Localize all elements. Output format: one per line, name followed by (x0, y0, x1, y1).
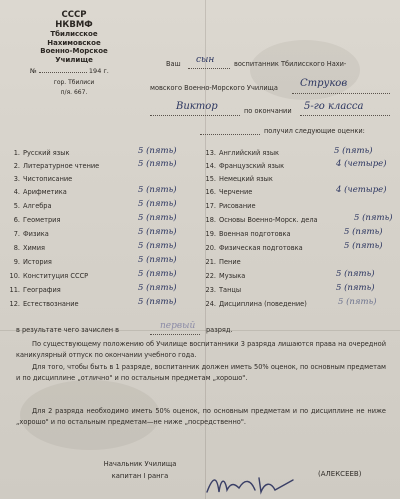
row-number: 11. (9, 286, 20, 294)
handwritten-grade: 5 (пять) (138, 185, 177, 195)
fill-line (292, 93, 390, 94)
handwritten-grade: 5 (пять) (138, 199, 177, 209)
fill-line (300, 115, 390, 116)
grade-row (204, 241, 396, 257)
signer-title: Начальник Училища (103, 460, 177, 468)
subject-name: Пение (219, 258, 241, 266)
row-number: 1. (13, 149, 20, 157)
subject-name: Танцы (219, 286, 242, 294)
subject-name: Немецкий язык (219, 175, 273, 183)
intro-word: Ваш (166, 60, 181, 68)
subject-name: История (23, 258, 52, 266)
handwritten-grade: 5 (пять) (336, 269, 375, 279)
row-number: 20. (205, 244, 216, 252)
row-number: 17. (205, 202, 216, 210)
number-label: № (30, 67, 37, 75)
subject-name: Физическая подготовка (219, 244, 303, 252)
handwritten-grade: 5 (пять) (334, 146, 373, 156)
letterhead-line: Военно-Морское (40, 47, 108, 55)
row-number: 18. (205, 216, 216, 224)
row-number: 13. (205, 149, 216, 157)
row-number: 15. (205, 175, 216, 183)
row-number: 5. (13, 202, 20, 210)
subject-name: Арифметика (23, 188, 67, 196)
result-text: в результате чего зачислен в (16, 326, 120, 334)
subject-name: Английский язык (219, 149, 280, 157)
intro-text: получил следующие оценки: (264, 127, 365, 135)
grade-row (204, 297, 396, 313)
handwritten-signature (205, 472, 295, 498)
handwritten-grade: 5 (пять) (138, 146, 177, 156)
intro-text: по окончании (244, 107, 292, 115)
handwritten-grade: 5 (пять) (344, 241, 383, 251)
row-number: 14. (205, 162, 216, 170)
intro-text: воспитанник Тбилисского Нахи- (234, 60, 347, 68)
row-number: 10. (9, 272, 20, 280)
handwritten-rank: первый (160, 321, 196, 331)
subject-name: Естествознание (23, 300, 79, 308)
handwritten-grade: 5 (пять) (138, 213, 177, 223)
subject-name: Химия (23, 244, 46, 252)
subject-name: Основы Военно-Морск. дела (219, 216, 318, 224)
row-number: 12. (9, 300, 20, 308)
letterhead-line: Нахимовское (47, 38, 101, 47)
row-number: 16. (205, 188, 216, 196)
fill-line (188, 68, 230, 69)
handwritten-grade: 4 (четыре) (336, 185, 387, 195)
signature-block (90, 458, 190, 482)
row-number: 21. (205, 258, 216, 266)
subject-name: География (23, 286, 61, 294)
handwritten-surname: Струков (300, 78, 348, 89)
handwritten-grade: 5 (пять) (138, 255, 177, 265)
row-number: 22. (205, 272, 216, 280)
handwritten-grade: 5 (пять) (138, 159, 177, 169)
subject-name: Алгебра (23, 202, 52, 210)
fill-line (150, 115, 240, 116)
result-text: разряд. (206, 326, 233, 334)
handwritten-class: 5-го класса (304, 101, 364, 112)
grade-row (8, 297, 198, 313)
subject-name: Французский язык (219, 162, 285, 170)
row-number: 7. (13, 230, 20, 238)
fill-line (200, 134, 260, 135)
handwritten-grade: 4 (четыре) (336, 159, 387, 169)
handwritten-grade: 5 (пять) (138, 269, 177, 279)
subject-name: Чистописание (23, 175, 73, 183)
row-number: 24. (205, 300, 216, 308)
letterhead-line: НКВМФ (55, 20, 93, 30)
row-number: 8. (13, 244, 20, 252)
letterhead-line: СССР (61, 10, 87, 20)
subject-name: Литературное чтение (23, 162, 100, 170)
handwritten-relation: сын (196, 55, 215, 65)
document-number (14, 67, 134, 76)
handwritten-grade: 5 (пять) (336, 283, 375, 293)
mailbox-label: п/я. 667. (60, 88, 88, 96)
subject-name: Черчение (219, 188, 253, 196)
letterhead-line: Училище (55, 55, 93, 64)
rules-paragraph: По существующему положению об Училище воспитанники 3 разряда лишаются права на очередной каникулярный отпуск по окончании учебного года. (16, 340, 386, 359)
rules-paragraph: Для 2 разряда необходимо иметь 50% оценок, по основным предметам и по дисциплине не ниже „хорошо" и по остальным предметам—не ниже „посредственно". (16, 407, 386, 426)
handwritten-grade: 5 (пять) (138, 297, 177, 307)
handwritten-grade: 5 (пять) (338, 297, 377, 307)
subject-name: Дисциплина (поведение) (219, 300, 307, 308)
handwritten-grade: 5 (пять) (138, 227, 177, 237)
signer-name: (АЛЕКСЕЕВ) (318, 470, 362, 478)
signer-rank: капитан I ранга (111, 472, 169, 480)
letterhead-line: Тбилисское (50, 30, 98, 38)
grade-row (204, 159, 396, 175)
grade-row (204, 185, 396, 201)
row-number: 19. (205, 230, 216, 238)
subject-name: Музыка (219, 272, 246, 280)
row-number: 3. (13, 175, 20, 183)
year-label: 194 г. (88, 67, 109, 75)
letterhead (14, 10, 134, 96)
grade-row (8, 159, 198, 175)
subject-name: Физика (23, 230, 49, 238)
subject-name: Военная подготовка (219, 230, 291, 238)
row-number: 9. (13, 258, 20, 266)
row-number: 23. (205, 286, 216, 294)
city-label: гор. Тбилиси (53, 78, 95, 86)
row-number: 2. (13, 162, 20, 170)
intro-text: мовского Военно-Морского Училища (150, 84, 278, 92)
handwritten-grade: 5 (пять) (344, 227, 383, 237)
fill-line (150, 334, 200, 335)
handwritten-grade: 5 (пять) (138, 241, 177, 251)
row-number: 6. (13, 216, 20, 224)
subject-name: Конституция СССР (23, 272, 89, 280)
handwritten-grade: 5 (пять) (138, 283, 177, 293)
rules-paragraph: Для того, чтобы быть в 1 разряде, воспитанник должен иметь 50% оценок, по основным предметам и по дисциплине „отлично" и по остальным предметам „хорошо". (16, 363, 386, 382)
subject-name: Рисование (219, 202, 256, 210)
subject-name: Русский язык (23, 149, 70, 157)
row-number: 4. (13, 188, 20, 196)
handwritten-name: Виктор (176, 101, 218, 112)
handwritten-grade: 5 (пять) (354, 213, 393, 223)
subject-name: Геометрия (23, 216, 61, 224)
